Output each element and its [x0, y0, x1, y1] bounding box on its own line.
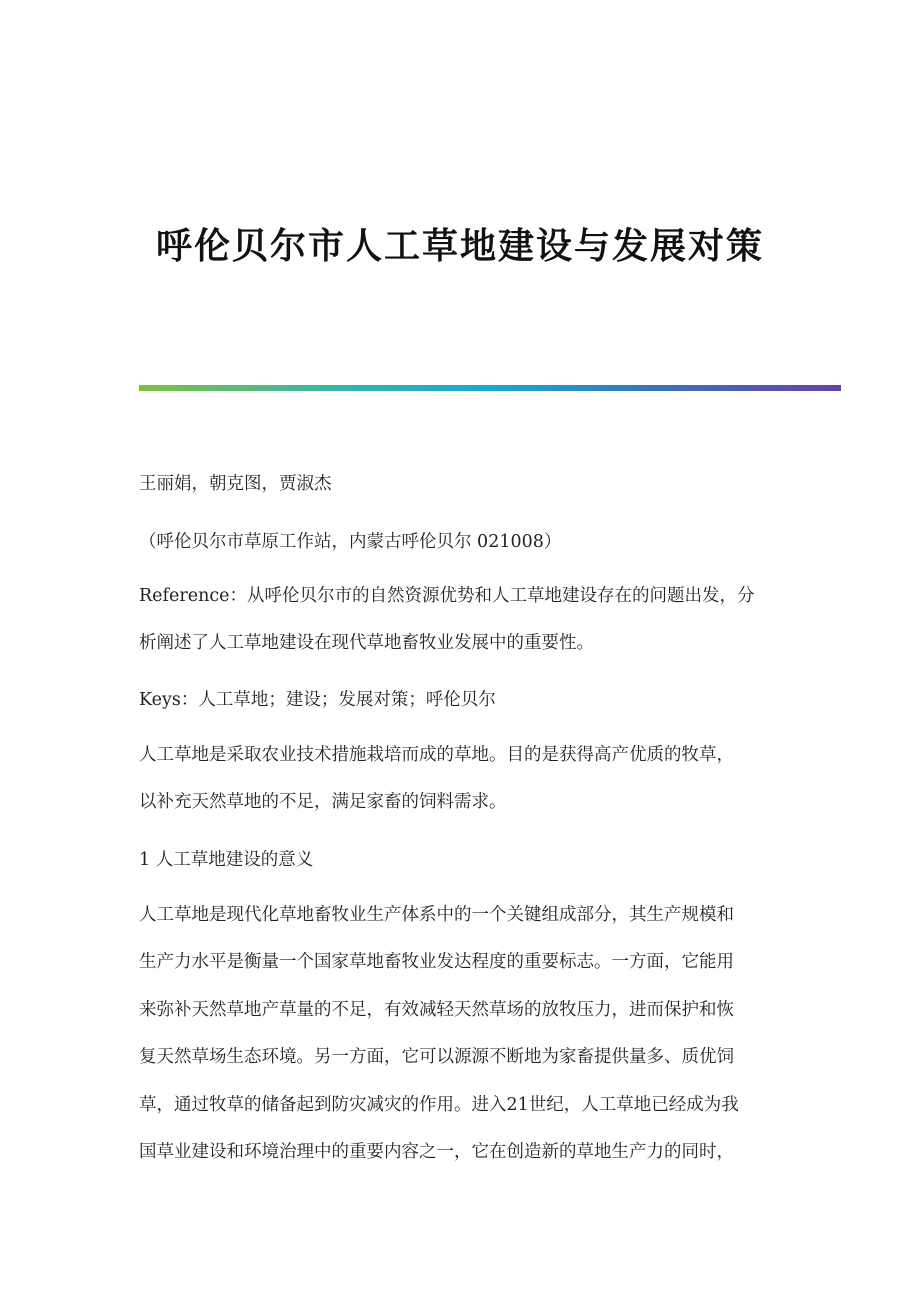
authors: 王丽娟，朝克图，贾淑杰 — [139, 474, 332, 494]
affiliation: （呼伦贝尔市草原工作站，内蒙古呼伦贝尔 021008） — [139, 532, 562, 552]
section-1-line-4: 复天然草场生态环境。另一方面，它可以源源不断地为家畜提供量多、质优饲 — [139, 1047, 734, 1067]
title-divider — [139, 385, 841, 391]
section-1-line-5: 草，通过牧草的储备起到防灾减灾的作用。进入21世纪，人工草地已经成为我 — [139, 1095, 739, 1115]
section-1-line-3: 来弥补天然草地产草量的不足，有效减轻天然草场的放牧压力，进而保护和恢 — [139, 1000, 734, 1020]
intro-line-1: 人工草地是采取农业技术措施栽培而成的草地。目的是获得高产优质的牧草， — [139, 745, 734, 765]
abstract-line-2: 析阐述了人工草地建设在现代草地畜牧业发展中的重要性。 — [139, 633, 594, 653]
keywords: Keys：人工草地；建设；发展对策；呼伦贝尔 — [139, 690, 496, 710]
section-1-line-2: 生产力水平是衡量一个国家草地畜牧业发达程度的重要标志。一方面，它能用 — [139, 952, 734, 972]
section-1-line-6: 国草业建设和环境治理中的重要内容之一，它在创造新的草地生产力的同时， — [139, 1142, 734, 1162]
intro-line-2: 以补充天然草地的不足，满足家畜的饲料需求。 — [139, 792, 507, 812]
abstract-line-1: Reference：从呼伦贝尔市的自然资源优势和人工草地建设存在的问题出发，分 — [139, 586, 755, 606]
section-1-line-1: 人工草地是现代化草地畜牧业生产体系中的一个关键组成部分，其生产规模和 — [139, 905, 734, 925]
section-1-heading: 1 人工草地建设的意义 — [139, 850, 314, 870]
document-title: 呼伦贝尔市人工草地建设与发展对策 — [155, 225, 764, 267]
